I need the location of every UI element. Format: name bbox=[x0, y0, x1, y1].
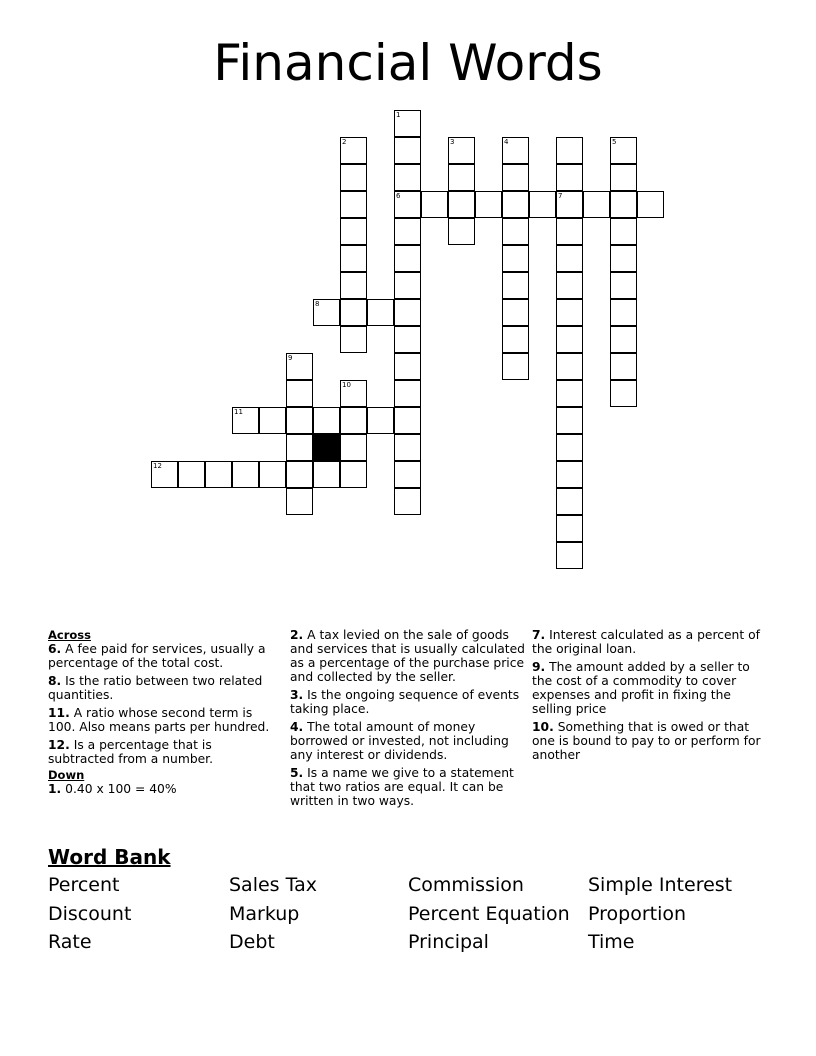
clue-down-1: 1. 0.40 x 100 = 40% bbox=[48, 782, 177, 796]
grid-cell[interactable] bbox=[340, 218, 367, 245]
grid-cell[interactable] bbox=[259, 407, 286, 434]
grid-cell[interactable] bbox=[394, 380, 421, 407]
grid-cell[interactable] bbox=[556, 164, 583, 191]
clue-number: 3 bbox=[450, 138, 455, 146]
grid-cell[interactable] bbox=[583, 191, 610, 218]
grid-cell[interactable] bbox=[529, 191, 556, 218]
grid-cell[interactable] bbox=[394, 110, 421, 137]
grid-cell[interactable] bbox=[556, 407, 583, 434]
grid-cell[interactable] bbox=[610, 299, 637, 326]
clue-number: 1 bbox=[396, 111, 401, 119]
grid-cell[interactable] bbox=[502, 272, 529, 299]
grid-cell[interactable] bbox=[259, 461, 286, 488]
clue-down-5: 5. Is a name we give to a statement that two ratios are equal. It can be written in two ways. bbox=[290, 766, 514, 808]
word-bank-item: Time bbox=[588, 931, 635, 953]
grid-cell[interactable] bbox=[556, 245, 583, 272]
clues-column-3 bbox=[532, 628, 772, 766]
grid-cell[interactable] bbox=[340, 461, 367, 488]
grid-cell[interactable] bbox=[394, 326, 421, 353]
grid-cell[interactable] bbox=[502, 299, 529, 326]
clue-number: 4 bbox=[504, 138, 509, 146]
grid-cell[interactable] bbox=[556, 218, 583, 245]
grid-cell[interactable] bbox=[556, 326, 583, 353]
grid-cell[interactable] bbox=[340, 326, 367, 353]
grid-cell[interactable] bbox=[340, 272, 367, 299]
grid-cell[interactable] bbox=[556, 380, 583, 407]
grid-cell[interactable] bbox=[394, 434, 421, 461]
grid-cell[interactable] bbox=[448, 191, 475, 218]
grid-cell[interactable] bbox=[502, 353, 529, 380]
grid-cell[interactable] bbox=[556, 488, 583, 515]
grid-cell[interactable] bbox=[367, 407, 394, 434]
grid-cell[interactable] bbox=[394, 191, 421, 218]
grid-cell[interactable] bbox=[340, 245, 367, 272]
grid-cell[interactable] bbox=[313, 407, 340, 434]
grid-cell[interactable] bbox=[286, 380, 313, 407]
across-heading: Across bbox=[48, 628, 91, 642]
grid-cell[interactable] bbox=[340, 434, 367, 461]
grid-cell[interactable] bbox=[394, 218, 421, 245]
grid-cell[interactable] bbox=[394, 488, 421, 515]
word-bank-item: Sales Tax bbox=[229, 874, 317, 896]
clues-column-2 bbox=[290, 628, 525, 812]
grid-cell[interactable] bbox=[556, 353, 583, 380]
grid-cell[interactable] bbox=[340, 299, 367, 326]
grid-cell[interactable] bbox=[313, 461, 340, 488]
grid-cell[interactable] bbox=[205, 461, 232, 488]
grid-cell[interactable] bbox=[448, 218, 475, 245]
grid-cell[interactable] bbox=[502, 218, 529, 245]
grid-cell[interactable] bbox=[394, 353, 421, 380]
grid-cell[interactable] bbox=[610, 326, 637, 353]
grid-cell[interactable] bbox=[367, 299, 394, 326]
grid-cell[interactable] bbox=[232, 407, 259, 434]
word-bank-item: Discount bbox=[48, 903, 132, 925]
clue-down-10: 10. Something that is owed or that one is bound to pay to or perform for another bbox=[532, 720, 761, 762]
word-bank-item: Debt bbox=[229, 931, 275, 953]
clue-number: 8 bbox=[315, 300, 320, 308]
grid-cell[interactable] bbox=[556, 191, 583, 218]
grid-cell[interactable] bbox=[556, 137, 583, 164]
clue-number: 6 bbox=[396, 192, 401, 200]
grid-cell[interactable] bbox=[502, 164, 529, 191]
grid-cell[interactable] bbox=[610, 191, 637, 218]
clue-number: 2 bbox=[342, 138, 347, 146]
grid-cell[interactable] bbox=[637, 191, 664, 218]
clue-number: 11 bbox=[234, 408, 243, 416]
grid-cell[interactable] bbox=[340, 407, 367, 434]
grid-cell[interactable] bbox=[475, 191, 502, 218]
word-bank-item: Percent bbox=[48, 874, 120, 896]
clue-down-9: 9. The amount added by a seller to the cost of a commodity to cover expenses and profit in fixing the selling price bbox=[532, 660, 750, 716]
grid-cell[interactable] bbox=[502, 137, 529, 164]
grid-cell[interactable] bbox=[340, 191, 367, 218]
clue-across-12: 12. Is a percentage that is subtracted from a number. bbox=[48, 738, 214, 766]
grid-cell[interactable] bbox=[502, 326, 529, 353]
grid-cell[interactable] bbox=[556, 542, 583, 569]
clue-across-11: 11. A ratio whose second term is 100. Also means parts per hundred. bbox=[48, 706, 270, 734]
grid-cell[interactable] bbox=[394, 164, 421, 191]
clue-number: 7 bbox=[558, 192, 563, 200]
grid-cell[interactable] bbox=[394, 299, 421, 326]
grid-cell[interactable] bbox=[610, 218, 637, 245]
clue-down-2: 2. A tax levied on the sale of goods and services that is usually calculated as a percentage of the purchase price and collected by the seller. bbox=[290, 628, 525, 684]
grid-cell[interactable] bbox=[502, 245, 529, 272]
clue-down-4: 4. The total amount of money borrowed or invested, not including any interest or dividends. bbox=[290, 720, 509, 762]
grid-cell[interactable] bbox=[178, 461, 205, 488]
grid-cell[interactable] bbox=[610, 164, 637, 191]
word-bank-item: Rate bbox=[48, 931, 92, 953]
clue-across-6: 6. A fee paid for services, usually a percentage of the total cost. bbox=[48, 642, 266, 670]
page-title: Financial Words bbox=[213, 34, 603, 92]
grid-cell[interactable] bbox=[286, 461, 313, 488]
clue-across-8: 8. Is the ratio between two related quantities. bbox=[48, 674, 263, 702]
word-bank-item: Percent Equation bbox=[408, 903, 570, 925]
grid-cell[interactable] bbox=[286, 434, 313, 461]
word-bank-item: Commission bbox=[408, 874, 524, 896]
grid-cell[interactable] bbox=[610, 245, 637, 272]
grid-cell[interactable] bbox=[313, 299, 340, 326]
grid-cell[interactable] bbox=[556, 272, 583, 299]
grid-cell[interactable] bbox=[394, 272, 421, 299]
grid-cell[interactable] bbox=[394, 137, 421, 164]
grid-cell[interactable] bbox=[610, 353, 637, 380]
grid-cell[interactable] bbox=[610, 137, 637, 164]
clue-down-7: 7. Interest calculated as a percent of the original loan. bbox=[532, 628, 760, 656]
clue-number: 10 bbox=[342, 381, 351, 389]
word-bank-item: Proportion bbox=[588, 903, 687, 925]
grid-cell[interactable] bbox=[448, 137, 475, 164]
grid-cell[interactable] bbox=[448, 164, 475, 191]
word-bank-heading: Word Bank bbox=[48, 845, 171, 869]
grid-cell[interactable] bbox=[394, 245, 421, 272]
grid-cell[interactable] bbox=[151, 461, 178, 488]
clue-down-3: 3. Is the ongoing sequence of events taking place. bbox=[290, 688, 520, 716]
grid-cell[interactable] bbox=[556, 461, 583, 488]
grid-cell[interactable] bbox=[502, 191, 529, 218]
grid-cell[interactable] bbox=[340, 380, 367, 407]
word-bank-item: Simple Interest bbox=[588, 874, 733, 896]
grid-cell[interactable] bbox=[340, 164, 367, 191]
grid-cell[interactable] bbox=[286, 488, 313, 515]
grid-cell[interactable] bbox=[340, 137, 367, 164]
word-bank-item: Principal bbox=[408, 931, 489, 953]
clue-number: 9 bbox=[288, 354, 293, 362]
clue-number: 12 bbox=[153, 462, 162, 470]
grid-cell[interactable] bbox=[394, 461, 421, 488]
grid-cell[interactable] bbox=[556, 515, 583, 542]
grid-block-cell bbox=[313, 434, 340, 461]
grid-cell[interactable] bbox=[610, 272, 637, 299]
clues-column-1 bbox=[48, 628, 278, 800]
grid-cell[interactable] bbox=[421, 191, 448, 218]
grid-cell[interactable] bbox=[556, 434, 583, 461]
grid-cell[interactable] bbox=[286, 407, 313, 434]
grid-cell[interactable] bbox=[394, 407, 421, 434]
grid-cell[interactable] bbox=[556, 299, 583, 326]
grid-cell[interactable] bbox=[232, 461, 259, 488]
down-heading: Down bbox=[48, 768, 85, 782]
word-bank-item: Markup bbox=[229, 903, 300, 925]
grid-cell[interactable] bbox=[610, 380, 637, 407]
grid-cell[interactable] bbox=[286, 353, 313, 380]
clue-number: 5 bbox=[612, 138, 617, 146]
